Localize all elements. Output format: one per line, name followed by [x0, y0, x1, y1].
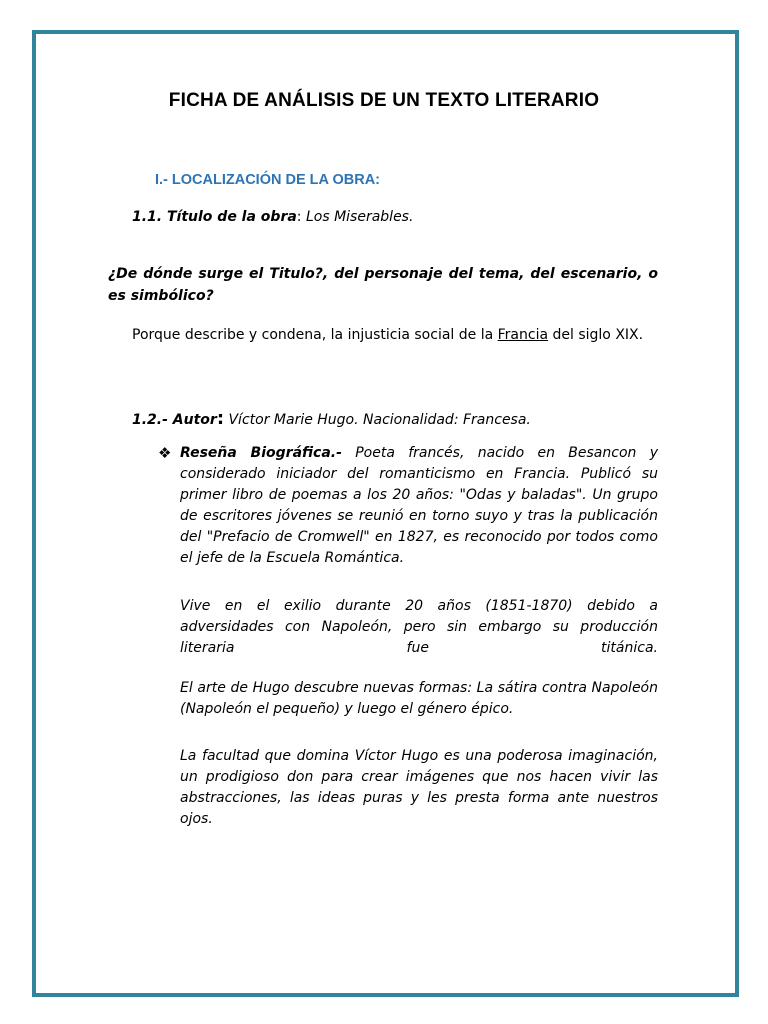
exile-paragraph: Vive en el exilio durante 20 años (1851-1870) debido a adversidades con Napoleón, pero sin embargo su producción literaria fue titánica. — [180, 598, 658, 656]
biography-text: Poeta francés, nacido en Besancon y considerado iniciador del romanticismo en Francia. Publicó su primer libro de poemas a los 20 años: "Odas y baladas". Un grupo de escritores jóvenes se reunió en torno suyo y tras la publicación del "Prefacio de Cromwell" en 1827, es reconocido por todos como el jefe de la Escuela Romántica. — [180, 445, 658, 566]
art-paragraph: El arte de Hugo descubre nuevas formas: La sátira contra Napoleón (Napoleón el pequeño) y luego el género épico. — [180, 680, 658, 717]
document-title: FICHA DE ANÁLISIS DE UN TEXTO LITERARIO — [168, 90, 600, 111]
title-answer — [108, 324, 658, 346]
section-heading: I.- LOCALIZACIÓN DE LA OBRA: — [155, 172, 380, 188]
author-label: 1.2.- Autor — [132, 412, 217, 428]
author-value: Víctor Marie Hugo. Nacionalidad: Francesa. — [224, 412, 531, 428]
imagination-paragraph: La facultad que domina Víctor Hugo es una poderosa imaginación, un prodigioso don para crear imágenes que nos hacen vivir las abstracciones, las ideas puras y les presta forma ante nuestros ojos. — [180, 748, 658, 827]
answer-text-before: Porque describe y condena, la injusticia social de la — [132, 327, 498, 343]
biography-paragraph — [180, 443, 658, 569]
answer-underlined-word: Francia — [497, 327, 549, 343]
answer-text-after: del siglo XIX. — [548, 327, 644, 343]
work-title-value: Los Miserables. — [301, 209, 414, 225]
biography-label: Reseña Biográfica.- — [180, 445, 342, 461]
author-line — [132, 408, 531, 431]
author-colon: : — [216, 408, 225, 429]
title-question: ¿De dónde surge el Titulo?, del personaje del tema, del escenario, o es simbólico? — [108, 266, 658, 304]
work-title-line — [132, 206, 413, 228]
work-title-separator: : — [296, 209, 302, 225]
diamond-bullet-icon: ❖ — [158, 445, 172, 462]
work-title-label: 1.1. Título de la obra — [132, 209, 297, 225]
